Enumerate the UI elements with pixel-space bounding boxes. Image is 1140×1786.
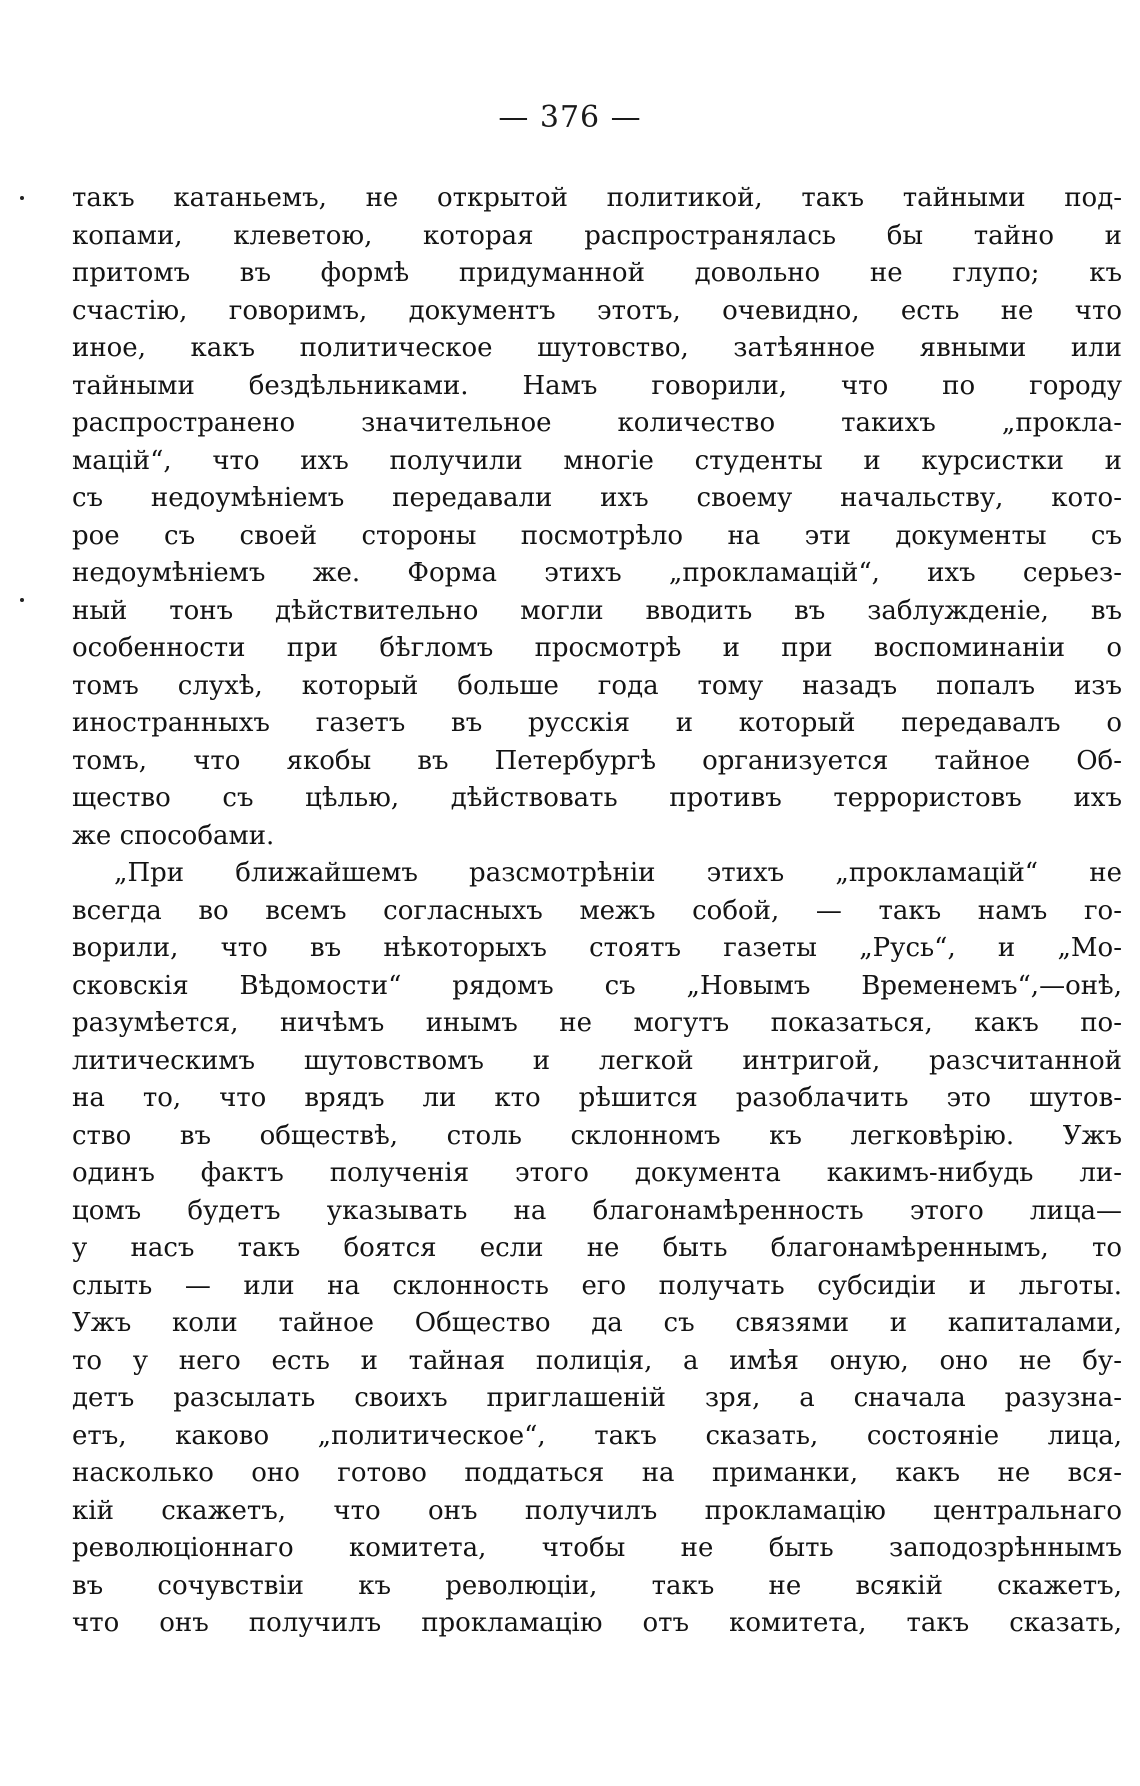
text-line: у насъ такъ боятся если не быть благонамѣреннымъ, то bbox=[72, 1233, 1122, 1263]
body-text bbox=[72, 180, 1122, 1643]
text-line: съ недоумѣніемъ передавали ихъ своему начальству, кото- bbox=[72, 483, 1122, 513]
text-line: мацій“, что ихъ получили многіе студенты и курсистки и bbox=[72, 445, 1122, 476]
text-line: „При ближайшемъ разсмотрѣніи этихъ „прокламацій“ не bbox=[114, 858, 1122, 888]
text-line: литическимъ шутовствомъ и легкой интригой, разсчитанной bbox=[72, 1045, 1122, 1076]
text-line: цомъ будетъ указывать на благонамѣренность этого лица— bbox=[72, 1195, 1122, 1226]
text-line: иностранныхъ газетъ въ русскія и который передавалъ о bbox=[72, 708, 1122, 738]
text-line: копами, клеветою, которая распространялась бы тайно и bbox=[72, 220, 1122, 251]
page-number: — 376 — bbox=[498, 100, 642, 135]
text-line: счастію, говоримъ, документъ этотъ, очевидно, есть не что bbox=[72, 295, 1122, 326]
text-line: тайными бездѣльниками. Намъ говорили, что по городу bbox=[72, 370, 1122, 401]
text-line: революціоннаго комитета, чтобы не быть заподозрѣннымъ bbox=[72, 1533, 1122, 1563]
text-line: иное, какъ политическое шутовство, затѣянное явными или bbox=[72, 333, 1122, 363]
margin-speck bbox=[20, 598, 24, 602]
text-line: кій скажетъ, что онъ получилъ прокламацію центральнаго bbox=[72, 1495, 1122, 1526]
text-line: етъ, каково „политическое“, такъ сказать, состояніе лица, bbox=[72, 1420, 1122, 1451]
paragraph-2 bbox=[72, 855, 1122, 1643]
text-line: притомъ въ формѣ придуманной довольно не глупо; къ bbox=[72, 258, 1122, 288]
text-line: ный тонъ дѣйствительно могли вводить въ заблужденіе, въ bbox=[72, 595, 1122, 626]
text-line: щество съ цѣлью, дѣйствовать противъ террористовъ ихъ bbox=[72, 783, 1122, 813]
text-line: томъ слухѣ, который больше года тому назадъ попалъ изъ bbox=[72, 670, 1122, 701]
text-line: сковскія Вѣдомости“ рядомъ съ „Новымъ Временемъ“,—онѣ, bbox=[72, 970, 1122, 1001]
text-line: одинъ фактъ полученія этого документа какимъ-нибудь ли- bbox=[72, 1158, 1122, 1188]
text-line: на то, что врядъ ли кто рѣшится разоблачить это шутов- bbox=[72, 1083, 1122, 1113]
margin-speck bbox=[20, 196, 24, 200]
text-line: въ сочувствіи къ революціи, такъ не всякій скажетъ, bbox=[72, 1570, 1122, 1601]
text-line: же способами. bbox=[72, 820, 275, 851]
text-line: ворили, что въ нѣкоторыхъ стоятъ газеты „Русь“, и „Мо- bbox=[72, 933, 1122, 963]
text-line: что онъ получилъ прокламацію отъ комитета, такъ сказать, bbox=[72, 1608, 1122, 1638]
text-line: томъ, что якобы въ Петербургѣ организуется тайное Об- bbox=[72, 745, 1122, 776]
text-line: особенности при бѣгломъ просмотрѣ и при воспоминаніи о bbox=[72, 633, 1122, 663]
text-line: всегда во всемъ согласныхъ межъ собой, — такъ намъ го- bbox=[72, 895, 1122, 926]
text-line: такъ катаньемъ, не открытой политикой, такъ тайными под- bbox=[72, 183, 1122, 213]
text-line: рое съ своей стороны посмотрѣло на эти документы съ bbox=[72, 520, 1122, 551]
text-line: Ужъ коли тайное Общество да съ связями и капиталами, bbox=[72, 1308, 1122, 1338]
text-line: распространено значительное количество такихъ „прокла- bbox=[72, 408, 1122, 438]
text-line: недоумѣніемъ же. Форма этихъ „прокламацій“, ихъ серьез- bbox=[72, 558, 1122, 588]
text-line: насколько оно готово поддаться на приманки, какъ не вся- bbox=[72, 1458, 1122, 1488]
text-line: слыть — или на склонность его получать субсидіи и льготы. bbox=[72, 1270, 1122, 1301]
text-line: ство въ обществѣ, столь склонномъ къ легковѣрію. Ужъ bbox=[72, 1120, 1122, 1151]
paragraph-1 bbox=[72, 180, 1122, 855]
text-line: детъ разсылать своихъ приглашеній зря, а сначала разузна- bbox=[72, 1383, 1122, 1413]
text-line: разумѣется, ничѣмъ инымъ не могутъ показаться, какъ по- bbox=[72, 1008, 1122, 1038]
text-line: то у него есть и тайная полиція, а имѣя оную, оно не бу- bbox=[72, 1345, 1122, 1376]
